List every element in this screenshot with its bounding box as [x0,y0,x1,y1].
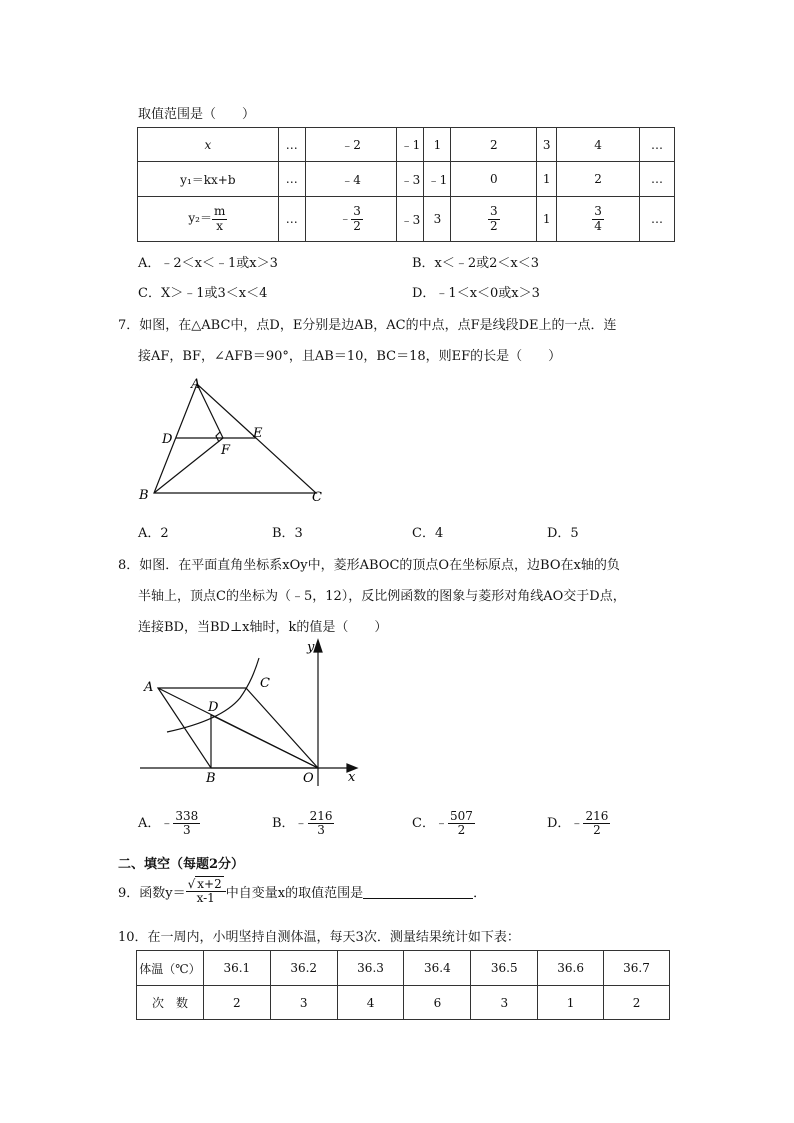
cell: ﹣3 [397,197,424,242]
label-d: D [208,700,219,715]
cell: 0 [451,162,537,197]
segment-af [197,384,223,438]
q7-option-a[interactable]: A．2 [138,526,169,541]
q8-option-c[interactable]: C．﹣ $\frac{507}{2}$ [412,809,473,838]
q8-option-b[interactable]: B．﹣ $\frac{216}{3}$ [272,809,333,838]
cell: 4 [557,128,640,162]
cell: 1 [537,162,557,197]
label-e: E [253,426,263,441]
label-d: D [162,432,173,447]
cell: 36.6 [538,951,604,986]
cell: … [278,162,305,197]
q6-row-x [138,128,675,162]
q7-option-c[interactable]: C．4 [412,526,444,541]
cell: 36.4 [404,951,471,986]
q7-triangle-figure [135,372,335,512]
cell: 36.3 [337,951,404,986]
q8-line1: 8．如图．在平面直角坐标系xOy中，菱形ABOC的顶点O在坐标原点，边BO在x轴的负 [118,558,620,573]
label-x: x [348,770,356,785]
row-header-y1: y₁＝kx+b [138,162,279,197]
row-header-x: x [138,128,279,162]
cell: … [639,162,674,197]
q8-rhombus-figure [135,636,365,788]
cell: 36.7 [604,951,670,986]
cell: … [278,197,305,242]
cell: 3 [471,986,538,1020]
cell: 36.2 [270,951,337,986]
cell: ﹣ $\frac{3}{2}$ [305,197,397,242]
q10-table [136,950,670,1020]
cell: … [639,197,674,242]
cell: ﹣1 [397,128,424,162]
q6-prompt: 取值范围是（ ） [138,107,256,122]
q6-option-c[interactable]: C．X＞﹣1或3＜x＜4 [138,286,268,301]
cell: ﹣2 [305,128,397,162]
answer-blank[interactable] [363,884,473,899]
cell: … [278,128,305,162]
header-count: 次 数 [137,986,204,1020]
segment-bc [211,715,318,768]
label-a: A [191,377,201,392]
label-f: F [221,443,231,458]
cell: $\frac{3}{2}$ [451,197,537,242]
cell: 1 [424,128,451,162]
row-header-y2: y₂＝ $\frac{m}{x}$ [138,197,279,242]
label-c: C [260,676,270,691]
header-temp: 体温（℃） [137,951,204,986]
cell: 36.1 [203,951,270,986]
q8-line3: 连接BD，当BD⊥x轴时，k的值是（ ） [138,620,388,635]
q6-row-y2 [138,197,675,242]
cell: 3 [424,197,451,242]
q10-line: 10．在一周内，小明坚持自测体温，每天3次．测量结果统计如下表： [118,930,520,945]
q6-option-d[interactable]: D．﹣1＜x＜0或x＞3 [412,286,540,301]
label-b: B [206,771,216,786]
cell: … [639,128,674,162]
q6-row-y1 [138,162,675,197]
cell: 2 [557,162,640,197]
cell: 36.5 [471,951,538,986]
cell: 6 [404,986,471,1020]
q6-option-b[interactable]: B．x＜﹣2或2＜x＜3 [412,256,540,271]
q7-option-d[interactable]: D．5 [547,526,579,541]
q7-option-b[interactable]: B．3 [272,526,303,541]
q7-line2: 接AF，BF，∠AFB＝90°，且AB＝10，BC＝18，则EF的长是（ ） [138,349,562,364]
cell: ﹣4 [305,162,397,197]
cell: 2 [203,986,270,1020]
cell: 1 [537,197,557,242]
q7-line1: 7．如图，在△ABC中，点D，E分别是边AB，AC的中点，点F是线段DE上的一点．连 [118,318,617,333]
cell: 1 [538,986,604,1020]
q10-row-count [137,986,670,1020]
section-title: 二、填空（每题2分） [118,857,245,872]
q8-line2: 半轴上，顶点C的坐标为（﹣5，12），反比例函数的图象与菱形对角线AO交于D点， [138,589,626,604]
y-axis-arrow [314,640,322,652]
cell: ﹣1 [424,162,451,197]
hyperbola-curve [167,658,259,732]
q8-option-d[interactable]: D．﹣ $\frac{216}{2}$ [547,809,609,838]
cell: $\frac{3}{4}$ [557,197,640,242]
q10-row-temp [137,951,670,986]
label-a: A [144,680,154,695]
q9-line: 9．函数y＝ $\frac{√ x+2}{x-1}$ 中自变量x的取值范围是 ． [118,877,487,906]
cell: ﹣3 [397,162,424,197]
q8-option-a[interactable]: A．﹣ $\frac{338}{3}$ [138,809,199,838]
cell: 4 [337,986,404,1020]
label-b: B [139,488,149,503]
cell: 3 [537,128,557,162]
label-o: O [303,771,314,786]
cell: 3 [270,986,337,1020]
label-c: C [312,490,322,505]
cell: 2 [604,986,670,1020]
label-y: y [307,640,315,655]
q6-option-a[interactable]: A．﹣2＜x＜﹣1或x＞3 [138,256,278,271]
cell: 2 [451,128,537,162]
q6-table [137,127,675,242]
